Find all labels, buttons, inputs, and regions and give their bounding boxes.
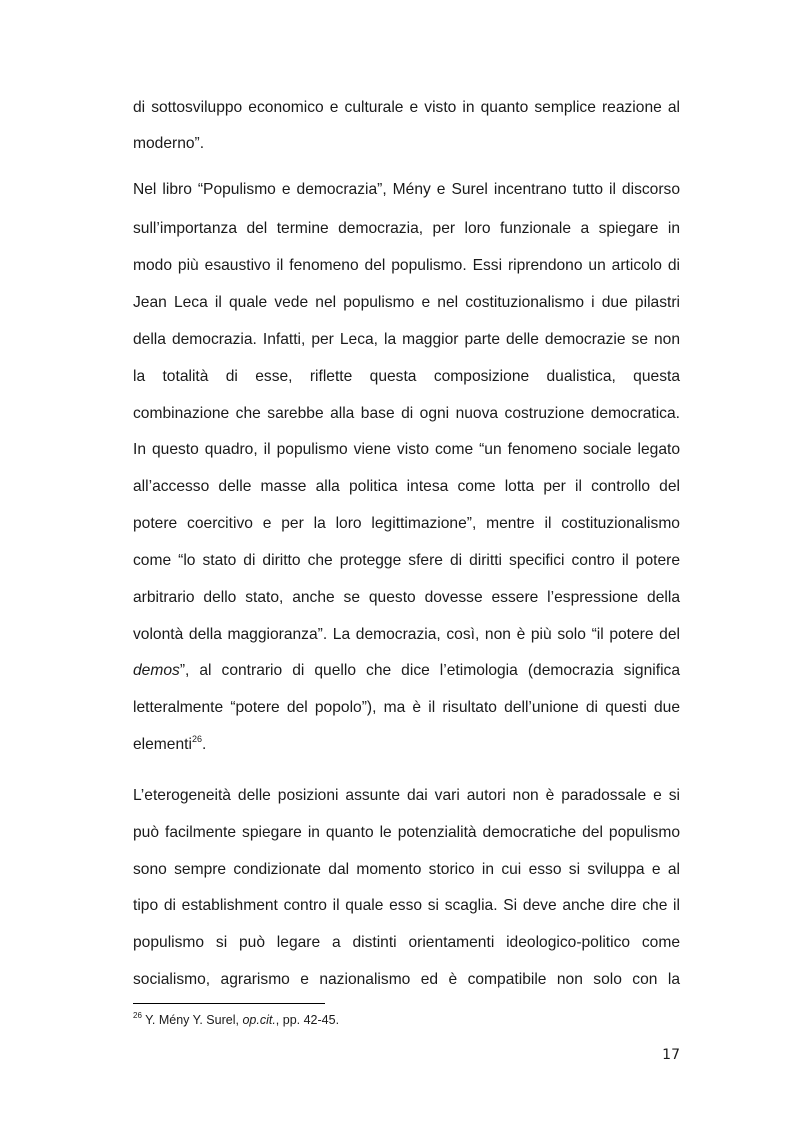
- page-number: 17: [662, 1047, 680, 1063]
- text-line: Nel libro “Populismo e democrazia”, Mény e Surel incentrano tutto il discorso: [133, 181, 680, 198]
- text-line: modo più esaustivo il fenomeno del populismo. Essi riprendono un articolo di: [133, 257, 680, 274]
- footnote-text: Y. Mény Y. Surel,: [141, 1013, 243, 1027]
- footnote-italic: op.cit.: [242, 1013, 276, 1027]
- text-line: combinazione che sarebbe alla base di ogni nuova costruzione democratica.: [133, 405, 680, 422]
- text-line: tipo di establishment contro il quale esso si scaglia. Si deve anche dire che il: [133, 897, 680, 914]
- footnote-separator: [133, 1003, 325, 1004]
- text-line: letteralmente “potere del popolo”), ma è il risultato dell’unione di questi due: [133, 699, 680, 716]
- text-run: .: [201, 736, 207, 753]
- text-line: può facilmente spiegare in quanto le potenzialità democratiche del populismo: [133, 824, 680, 841]
- footnote: [133, 1012, 339, 1028]
- text-line: potere coercitivo e per la loro legittimazione”, mentre il costituzionalismo: [133, 515, 680, 532]
- text-line: Jean Leca il quale vede nel populismo e nel costituzionalismo i due pilastri: [133, 294, 680, 311]
- footnote-text: , pp. 42-45.: [275, 1013, 340, 1027]
- text-line: volontà della maggioranza”. La democrazia, così, non è più solo “il potere del: [133, 626, 680, 643]
- text-line: la totalità di esse, riflette questa composizione dualistica, questa: [133, 368, 680, 385]
- footnote-reference[interactable]: 26: [191, 733, 202, 744]
- text-line: sull’importanza del termine democrazia, per loro funzionale a spiegare in: [133, 220, 680, 237]
- text-line: L’eterogeneità delle posizioni assunte dai vari autori non è paradossale e si: [133, 787, 680, 804]
- text-line: all’accesso delle masse alla politica intesa come lotta per il controllo del: [133, 478, 680, 495]
- text-run: elementi: [133, 736, 192, 753]
- text-line: della democrazia. Infatti, per Leca, la maggior parte delle democrazie se non: [133, 331, 680, 348]
- text-line: In questo quadro, il populismo viene visto come “un fenomeno sociale legato: [133, 441, 680, 458]
- text-line: di sottosviluppo economico e culturale e visto in quanto semplice reazione al: [133, 99, 680, 116]
- footnote-number: 26: [133, 1010, 142, 1020]
- text-line: [133, 661, 680, 681]
- text-line: populismo si può legare a distinti orientamenti ideologico-politico come: [133, 934, 680, 951]
- text-line: [133, 735, 680, 755]
- text-line: moderno”.: [133, 135, 205, 152]
- italic-term: demos: [133, 662, 180, 679]
- text-line: sono sempre condizionate dal momento storico in cui esso si sviluppa e al: [133, 861, 680, 878]
- text-line: come “lo stato di diritto che protegge sfere di diritti specifici contro il potere: [133, 552, 680, 569]
- text-line: arbitrario dello stato, anche se questo dovesse essere l’espressione della: [133, 589, 680, 606]
- text-line: socialismo, agrarismo e nazionalismo ed è compatibile non solo con la: [133, 971, 680, 988]
- text-run: ”, al contrario di quello che dice l’etimologia (democrazia significa: [179, 662, 680, 679]
